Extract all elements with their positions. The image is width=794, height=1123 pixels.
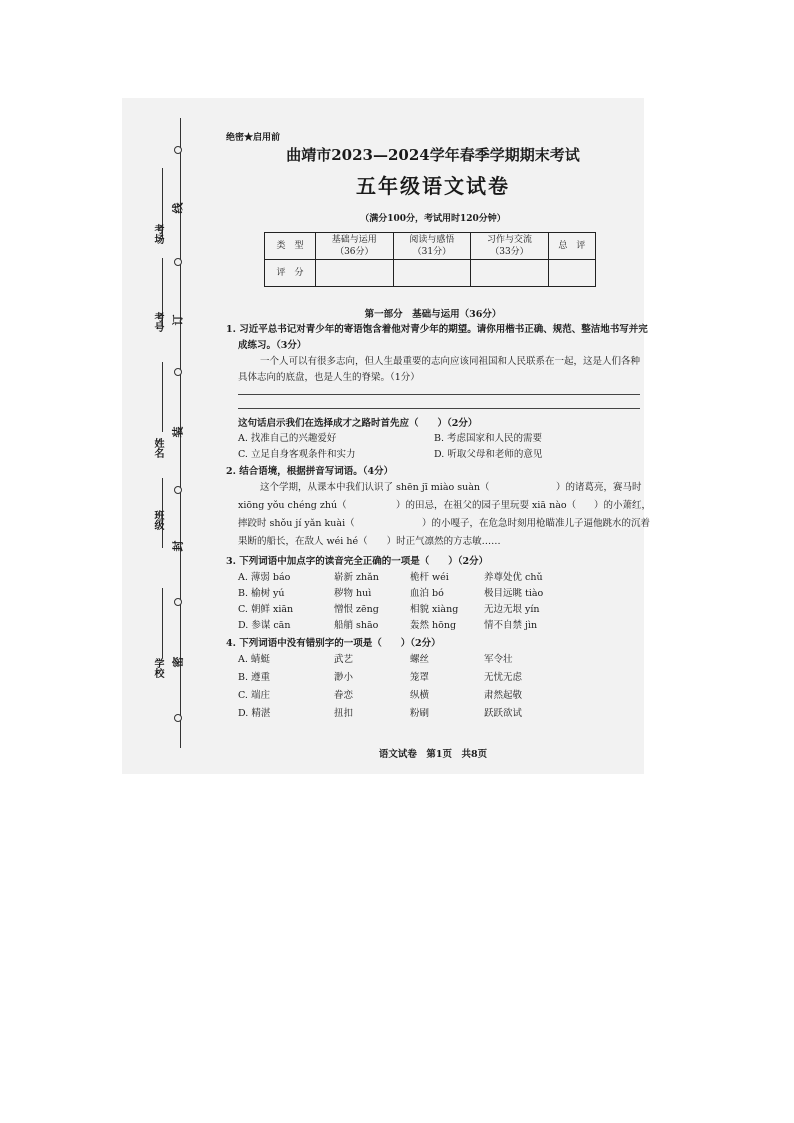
q3-b-1[interactable]: B. 榆树 yú [238,588,285,599]
q3-c-2: 憎恨 zēng [334,604,379,615]
score-table-header-row [265,233,596,260]
binding-hole [174,598,182,606]
q2-line3a: 摔跤时 shǒu jí yǎn kuài（ [238,518,355,529]
q1-stem-line1: 1. 习近平总书记对青少年的寄语饱含着他对青少年的期望。请你用楷书正确、规范、整洁地书写并完 [226,324,648,335]
secret-label: 绝密★启用前 [226,133,281,143]
q1-option-b[interactable]: B. 考虑国家和人民的需要 [434,433,543,444]
exam-subtitle: 五年级语文试卷 [356,174,510,198]
q1-stem-line2: 成练习。（3分） [238,340,307,351]
score-input-total[interactable] [548,260,595,287]
q1-option-d[interactable]: D. 听取父母和老师的意见 [434,449,543,460]
label-kaochang: 考场 [152,224,163,244]
score-cell-type: 类 型 [265,233,316,260]
q1-sub-question: 这句话启示我们在选择成才之路时首先应（ ）（2分） [238,418,478,429]
seal-char-mi: 密 [171,656,185,668]
q4-d-4: 跃跃欲试 [484,708,523,719]
binding-hole [174,714,182,722]
q4-d-1[interactable]: D. 精湛 [238,708,271,719]
section-heading: 第一部分 基础与运用（36分） [364,309,502,320]
q3-a-3: 桅杆 wéi [410,572,449,583]
score-cell-writing: 习作与交流 （33分） [471,233,549,260]
binding-hole [174,146,182,154]
score-table [264,232,596,287]
q4-b-1[interactable]: B. 遵重 [238,672,271,683]
q3-c-1[interactable]: C. 朝鲜 xiān [238,604,294,615]
seal-char-zhuang: 装 [171,426,185,438]
q4-b-3: 笼罩 [410,672,430,683]
seal-char-xian: 线 [171,202,185,214]
exam-sheet [122,98,652,774]
q1-passage-line1: 一个人可以有很多志向，但人生最重要的志向应该同祖国和人民联系在一起，这是人们各种 [260,356,641,367]
q2-stem: 2. 结合语境，根据拼音写词语。（4分） [226,466,394,477]
q3-b-2: 秽物 huì [334,588,372,599]
q3-d-3: 轰然 hōng [410,620,457,631]
q4-c-2: 眷恋 [334,690,354,701]
q4-stem: 4. 下列词语中没有错别字的一项是（ ）（2分） [226,638,441,649]
q2-line2b: ）的田忌，在祖父的园子里玩耍 xiā nào（ [396,500,577,511]
q3-a-4: 养尊处优 chǔ [484,572,543,583]
q3-d-2: 船艄 shāo [334,620,379,631]
label-school: 学校 [152,658,163,678]
q3-a-2: 崭新 zhǎn [334,572,379,583]
q2-line4: 果断的船长，在敌人 wéi hé（ ）时正气凛然的方志敏…… [238,536,501,547]
exam-title: 曲靖市2023—2024学年春季学期期末考试 [286,146,580,164]
q4-a-2: 武艺 [334,654,354,665]
q3-c-3: 相貌 xiàng [410,604,459,615]
score-row-label: 评 分 [265,260,316,287]
school-fill-line[interactable] [162,588,163,658]
label-name: 姓名 [152,438,163,458]
binding-hole [174,486,182,494]
q3-d-4: 情不自禁 jìn [484,620,538,631]
label-kaohao: 考号 [152,312,163,332]
score-info: （满分100分，考试用时120分钟） [360,214,506,224]
page-footer: 语文试卷 第1页 共8页 [378,749,488,760]
score-cell-reading: 阅读与感悟 （31分） [393,233,471,260]
q4-c-1[interactable]: C. 端庄 [238,690,270,701]
q3-b-3: 血泊 bó [410,588,444,599]
q4-d-2: 扭扣 [334,708,354,719]
score-input-basic[interactable] [316,260,394,287]
q2-line1b: ）的诸葛亮，赛马时 [556,482,642,493]
q2-line3b: ）的小嘎子，在危急时刻用枪瞄准儿子逼他跳水的沉着 [422,518,651,529]
q4-d-3: 粉刷 [410,708,430,719]
score-input-writing[interactable] [471,260,549,287]
q1-writing-line[interactable] [238,394,640,395]
score-table-score-row [265,260,596,287]
q4-b-2: 渺小 [334,672,354,683]
seal-char-ding: 订 [171,314,185,326]
q1-writing-line[interactable] [238,408,640,409]
score-cell-basic: 基础与运用 （36分） [316,233,394,260]
q2-line2c: ）的小萧红， [594,500,652,511]
q4-c-4: 肃然起敬 [484,690,523,701]
q3-stem: 3. 下列词语中加点字的读音完全正确的一项是（ ）（2分） [226,556,489,567]
q4-a-1[interactable]: A. 蜻蜓 [238,654,270,665]
q4-b-4: 无忧无虑 [484,672,523,683]
q2-line1a: 这个学期，从课本中我们认识了 shēn jī miào suàn（ [260,482,490,493]
q3-c-4: 无边无垠 yín [484,604,540,615]
binding-hole [174,368,182,376]
score-input-reading[interactable] [393,260,471,287]
q1-option-c[interactable]: C. 立足自身客观条件和实力 [238,449,356,460]
q4-a-4: 军令壮 [484,654,513,665]
score-cell-total: 总 评 [548,233,595,260]
seal-char-feng: 封 [171,540,185,552]
q3-d-1[interactable]: D. 参谋 cān [238,620,291,631]
q4-c-3: 纵横 [410,690,430,701]
binding-hole [174,258,182,266]
q1-passage-line2: 具体志向的底盘，也是人生的脊梁。（1分） [238,372,420,383]
q2-line2a: xiōng yǒu chéng zhú（ [238,500,347,511]
q3-a-1[interactable]: A. 薄弱 báo [238,572,291,583]
q1-option-a[interactable]: A. 找准自己的兴趣爱好 [238,433,337,444]
q4-a-3: 螺丝 [410,654,430,665]
label-class: 班级 [152,510,163,530]
name-fill-line[interactable] [162,362,163,432]
q3-b-4: 极目远眺 tiào [484,588,544,599]
